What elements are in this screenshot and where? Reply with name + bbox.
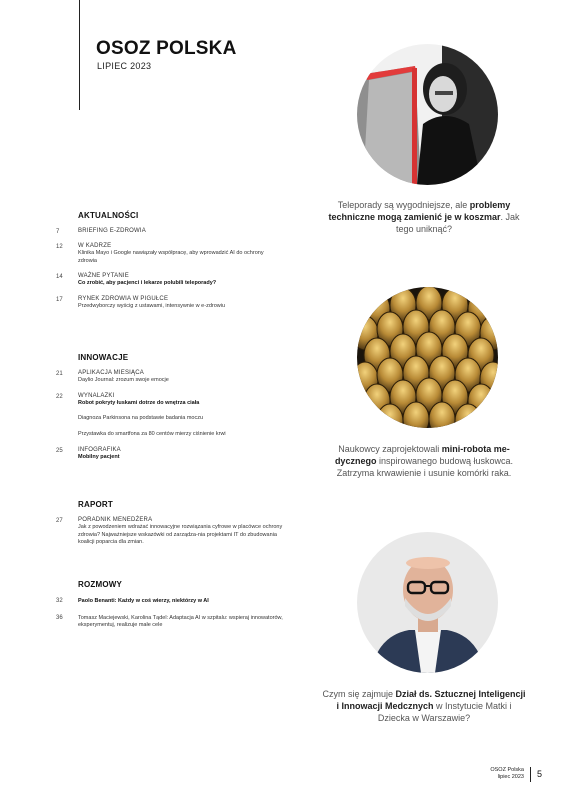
toc-entry[interactable] [56, 228, 326, 235]
entry-category: WAŻNE PYTANIE [78, 273, 129, 280]
entry-description: Klinika Mayo i Google nawiązały współpracę, aby wprowadzić AI do ochrony zdrowia [78, 250, 264, 264]
toc-section-news [56, 211, 326, 311]
toc-entry[interactable] [56, 273, 326, 288]
toc-entry[interactable] [56, 393, 326, 439]
footer-publication [490, 767, 531, 782]
entry-description: Tomasz Maciejewski, Karolina Tądel: Adaptacja AI w szpitalu: wspieraj innowatorów, eksperymentuj, realizuje małe cele [78, 614, 283, 629]
magazine-title: OSOZ POLSKA [96, 38, 237, 59]
caption-department: Czym się zajmuje Dział ds. Sztucznej Inteligencji i Innowacji Medcznych w Instytucie Matki i Dziecka w Warszawie? [322, 689, 526, 724]
section-title: INNOWACJE [78, 353, 129, 362]
entry-description: Przedwyborczy wyścig z ustawami, intensywnie w e-zdrowiu [78, 303, 226, 310]
toc-entry[interactable] [56, 243, 326, 265]
entry-category: APLIKACJA MIESIĄCA [78, 370, 144, 376]
section-title: ROZMOWY [78, 580, 123, 589]
page-footer [490, 767, 542, 782]
page-number: 36 [56, 614, 63, 621]
toc-entry[interactable] [56, 296, 326, 311]
entry-description: Jak z powodzeniem wdrażać innowacyjne rozwiązania cyfrowe w placówce ochrony zdrowia? Najważniejsze wskazówki od zarządza-nia projektami IT do zbudowania koalicji poparcia dla zmian. [78, 524, 283, 546]
toc-entry[interactable] [56, 597, 326, 606]
section-title: RAPORT [78, 500, 113, 509]
section-title: AKTUALNOŚCI [78, 211, 139, 220]
header-divider [79, 0, 80, 110]
page-number: 12 [56, 244, 63, 250]
page-number: 7 [56, 229, 60, 235]
entry-subline: Diagnoza Parkinsona na podstawie badania moczu [78, 415, 204, 422]
page-number: 17 [56, 297, 63, 304]
entry-category: WYNALAZKI [78, 392, 115, 399]
entry-category: INFOGRAFIKA [78, 446, 121, 453]
portrait-photo [357, 532, 498, 673]
page-number: 21 [56, 371, 63, 377]
footer-title: OSOZ Polska [490, 767, 524, 773]
toc-section-report [56, 500, 326, 547]
entry-subline: Przystawka do smartfona za 80 centów mierzy ciśnienie krwi [78, 431, 226, 438]
robot-scales-photo [357, 287, 498, 428]
caption-teleconsultation: Teleporady są wygodniejsze, ale problemy techniczne mogą zamienić je w koszmar. Jak tego uniknąć? [328, 200, 520, 235]
caption-robot: Naukowcy zaprojektowali mini-robota me-dycznego inspirowanego budową łuskowca. Zatrzyma krwawienie i usunie komórki raka. [334, 444, 514, 479]
toc-entry[interactable] [56, 517, 326, 547]
entry-category: RYNEK ZDROWIA W PIGUŁCE [78, 296, 169, 303]
page-number-footer: 5 [536, 769, 542, 780]
toc-entry[interactable] [56, 370, 326, 385]
entry-description: Co zrobić, aby pacjenci i lekarze polubili teleporady? [78, 280, 217, 287]
page-number: 27 [56, 518, 63, 524]
entry-category: W KADRZE [78, 243, 112, 249]
entry-category: BRIEFING E-ZDROWIA [78, 228, 146, 234]
toc-entry[interactable] [56, 614, 326, 630]
toc-section-innovation [56, 353, 326, 461]
entry-description: Mobilny pacjent [78, 453, 120, 460]
page-number: 22 [56, 393, 63, 400]
entry-category: PORADNIK MENEDŻERA [78, 517, 153, 523]
issue-date: LIPIEC 2023 [97, 61, 152, 71]
entry-description: Robot pokryty łuskami dotrze do wnętrza ciała [78, 399, 200, 406]
entry-description: Paolo Benanti: Każdy w coś wierzy, niektórzy w AI [78, 598, 209, 604]
toc-entry[interactable] [56, 447, 326, 462]
footer-date: lipiec 2023 [497, 774, 524, 781]
page-number: 14 [56, 274, 63, 281]
toc-section-interviews [56, 580, 326, 630]
page-number: 32 [56, 598, 63, 604]
entry-description: Daylio Journal: zrozum swoje emocje [78, 377, 169, 383]
teleconsultation-photo [357, 44, 498, 185]
page-number: 25 [56, 447, 63, 454]
